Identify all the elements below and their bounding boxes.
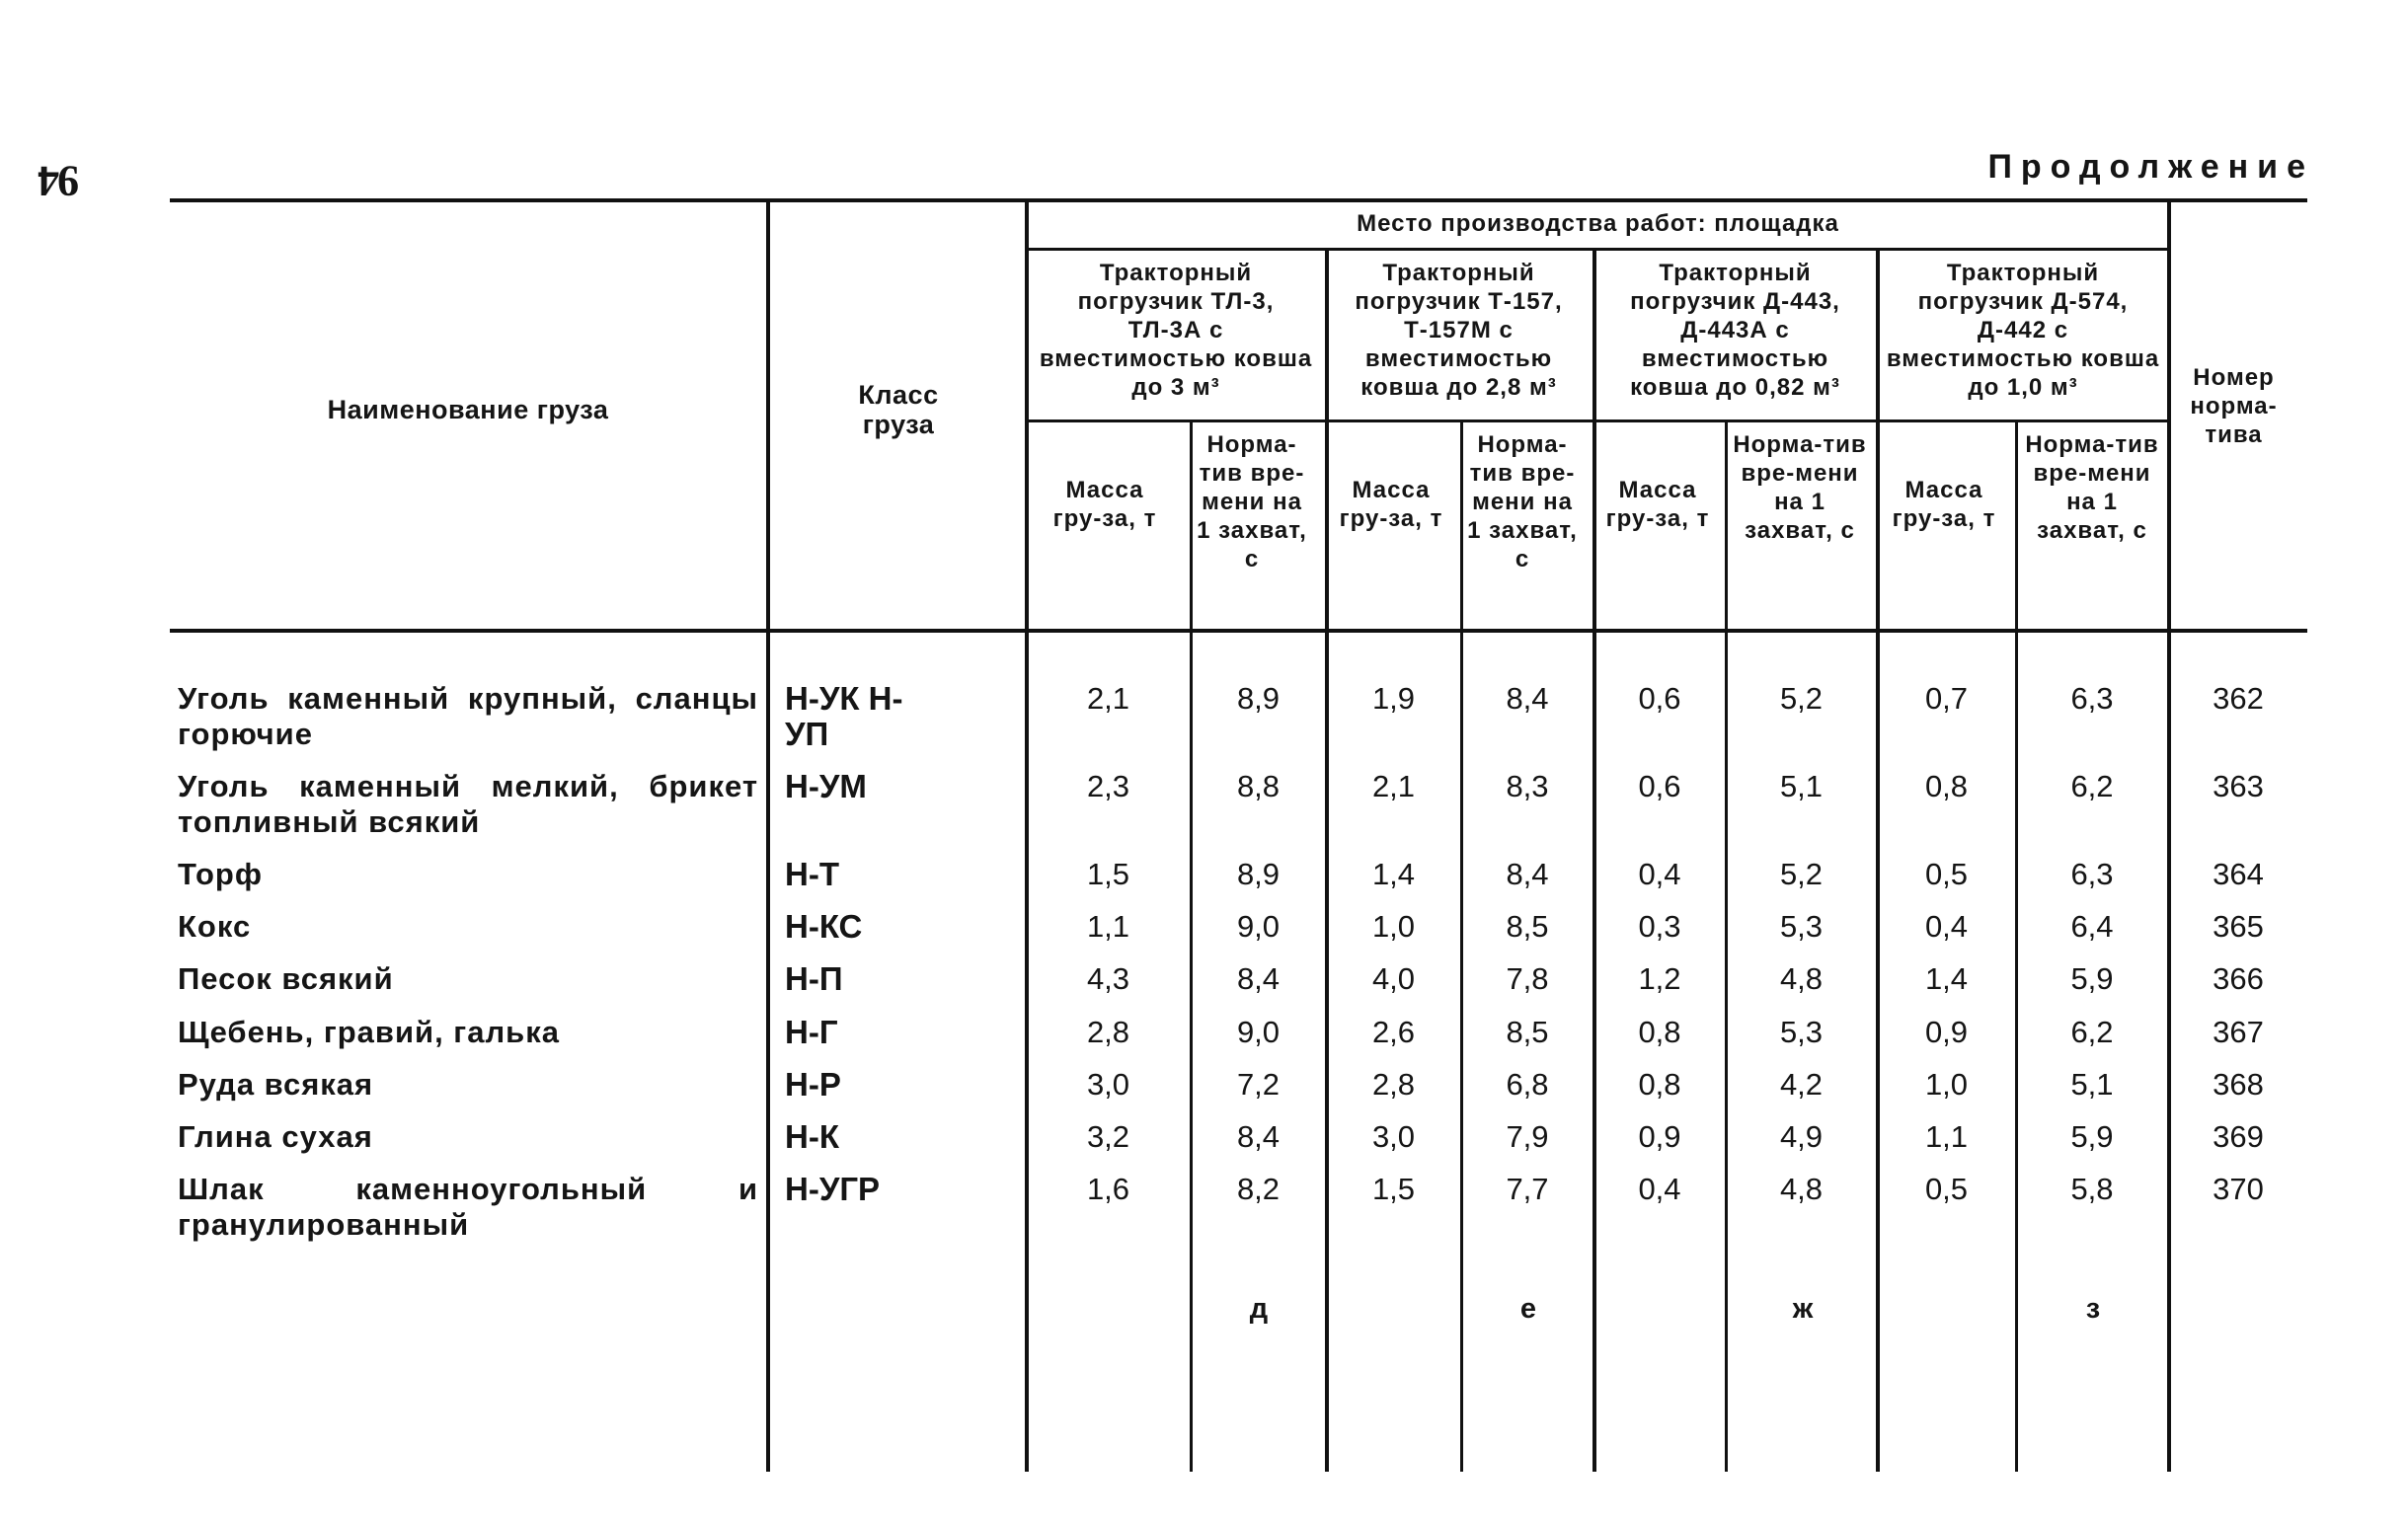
time-norm-cell: 6,2 [2070, 1015, 2114, 1049]
cargo-class: Н-УГР [785, 1171, 881, 1207]
mass-cell: 4,0 [1371, 961, 1416, 996]
mass-cell: 1,1 [1924, 1119, 1969, 1154]
mass-cell: 0,4 [1638, 857, 1681, 891]
header-loader-4: Тракторный погрузчик Д-574, Д-442 с вместимостью ковша до 1,0 м³ [1886, 260, 2160, 401]
mass-cell: 0,4 [1638, 1172, 1681, 1206]
header-time-2: Норма-тив вре-мени на 1 захват, с [1467, 431, 1578, 572]
cargo-name: Глина сухая [178, 1119, 373, 1154]
mass-cell: 0,7 [1924, 681, 1969, 716]
cargo-name: Торф [178, 857, 263, 891]
header-mass-4: Масса гру-за, т [1892, 477, 1996, 532]
header-cargo-name: Наименование груза [327, 395, 609, 424]
mass-cell: 0,6 [1638, 769, 1681, 803]
cargo-name: Шлак каменноугольный и гранулированный [178, 1172, 758, 1242]
header-mass-3: Масса гру-за, т [1605, 477, 1710, 532]
mass-cell: 0,8 [1924, 769, 1969, 803]
col-divider-l4-time [2015, 420, 2018, 1472]
col-divider-cargo [766, 198, 770, 1472]
cargo-class: Н-Т [785, 856, 839, 892]
continuation-label: Продолжение [1987, 148, 2314, 186]
time-norm-cell: 9,0 [1236, 909, 1281, 944]
column-letter-zh: ж [1792, 1293, 1814, 1325]
col-divider-l1-time [1190, 420, 1193, 1472]
mass-cell: 1,4 [1924, 961, 1969, 996]
mass-cell: 2,3 [1086, 769, 1130, 803]
mass-cell: 0,8 [1638, 1067, 1681, 1102]
col-divider-l3-time [1725, 420, 1728, 1472]
cargo-name: Песок всякий [178, 961, 394, 996]
loader-rule [1027, 419, 2167, 422]
time-norm-cell: 4,8 [1779, 1172, 1824, 1206]
mass-cell: 1,1 [1086, 909, 1130, 944]
time-norm-cell: 5,8 [2070, 1172, 2114, 1206]
time-norm-cell: 4,8 [1779, 961, 1824, 996]
header-time-3: Норма-тив вре-мени на 1 захват, с [1733, 431, 1867, 544]
time-norm-cell: 8,8 [1236, 769, 1281, 803]
time-norm-cell: 8,3 [1506, 769, 1549, 803]
mass-cell: 3,2 [1086, 1119, 1130, 1154]
cargo-name: Руда всякая [178, 1067, 374, 1102]
mass-cell: 3,0 [1086, 1067, 1130, 1102]
norm-number-cell: 367 [2213, 1015, 2264, 1049]
time-norm-cell: 7,9 [1506, 1119, 1549, 1154]
time-norm-cell: 7,8 [1506, 961, 1549, 996]
mass-cell: 2,1 [1086, 681, 1130, 716]
mass-cell: 1,5 [1371, 1172, 1416, 1206]
norm-number-cell: 369 [2213, 1119, 2264, 1154]
mass-cell: 2,6 [1371, 1015, 1416, 1049]
cargo-name: Щебень, гравий, галька [178, 1015, 560, 1049]
time-norm-cell: 7,7 [1506, 1172, 1549, 1206]
time-norm-cell: 5,1 [1779, 769, 1824, 803]
mass-cell: 3,0 [1371, 1119, 1416, 1154]
time-norm-cell: 4,9 [1779, 1119, 1824, 1154]
cargo-class: Н-УК Н-УП [785, 680, 903, 752]
mass-cell: 0,6 [1638, 681, 1681, 716]
time-norm-cell: 6,8 [1506, 1067, 1549, 1102]
header-time-1: Норма-тив вре-мени на 1 захват, с [1197, 431, 1307, 572]
mass-cell: 1,4 [1371, 857, 1416, 891]
time-norm-cell: 9,0 [1236, 1015, 1281, 1049]
mass-cell: 0,5 [1924, 857, 1969, 891]
table-top-rule [170, 198, 2307, 202]
mass-cell: 1,0 [1371, 909, 1416, 944]
time-norm-cell: 8,5 [1506, 1015, 1549, 1049]
cargo-name: Уголь каменный крупный, сланцы горючие [178, 681, 758, 751]
time-norm-cell: 8,4 [1236, 961, 1281, 996]
mass-cell: 0,9 [1638, 1119, 1681, 1154]
time-norm-cell: 8,4 [1506, 681, 1549, 716]
cargo-class: Н-КС [785, 908, 863, 945]
mass-cell: 1,0 [1924, 1067, 1969, 1102]
mass-cell: 0,8 [1638, 1015, 1681, 1049]
cargo-name: Уголь каменный мелкий, брикет топливный всякий [178, 769, 758, 839]
header-cargo-class: Класс груза [858, 380, 939, 439]
norm-number-cell: 362 [2213, 681, 2264, 716]
time-norm-cell: 6,3 [2070, 681, 2114, 716]
mass-cell: 1,2 [1638, 961, 1681, 996]
header-loader-3: Тракторный погрузчик Д-443, Д-443А с вместимостью ковша до 0,82 м³ [1630, 260, 1840, 401]
cargo-class: Н-Р [785, 1066, 841, 1103]
cargo-name: Кокс [178, 909, 252, 944]
time-norm-cell: 5,3 [1779, 909, 1824, 944]
time-norm-cell: 8,9 [1236, 681, 1281, 716]
mass-cell: 0,5 [1924, 1172, 1969, 1206]
header-bottom-rule [170, 629, 2307, 633]
time-norm-cell: 8,2 [1236, 1172, 1281, 1206]
time-norm-cell: 6,4 [2070, 909, 2114, 944]
column-letter-z: з [2085, 1293, 2101, 1325]
mass-cell: 1,5 [1086, 857, 1130, 891]
norm-number-cell: 368 [2213, 1067, 2264, 1102]
workplace-rule [1027, 248, 2167, 251]
norm-number-cell: 370 [2213, 1172, 2264, 1206]
header-loader-2: Тракторный погрузчик Т-157, Т-157М с вместимостью ковша до 2,8 м³ [1355, 260, 1563, 401]
header-loader-1: Тракторный погрузчик ТЛ-3, ТЛ-3А с вместимостью ковша до 3 м³ [1039, 260, 1313, 401]
mass-cell: 2,8 [1086, 1015, 1130, 1049]
cargo-class: Н-Г [785, 1014, 838, 1050]
time-norm-cell: 4,2 [1779, 1067, 1824, 1102]
col-divider-class [1025, 198, 1029, 1472]
time-norm-cell: 8,4 [1236, 1119, 1281, 1154]
time-norm-cell: 5,1 [2070, 1067, 2114, 1102]
cargo-class: Н-П [785, 960, 843, 997]
column-letter-d: д [1249, 1293, 1269, 1325]
time-norm-cell: 5,9 [2070, 961, 2114, 996]
mass-cell: 4,3 [1086, 961, 1130, 996]
norm-number-cell: 366 [2213, 961, 2264, 996]
header-mass-2: Масса гру-за, т [1339, 477, 1443, 532]
time-norm-cell: 5,2 [1779, 857, 1824, 891]
page-number: 94 [39, 157, 79, 205]
cargo-class: Н-УМ [785, 768, 867, 804]
column-letter-e: е [1519, 1293, 1537, 1325]
time-norm-cell: 6,2 [2070, 769, 2114, 803]
mass-cell: 1,6 [1086, 1172, 1130, 1206]
col-divider-norm [2167, 198, 2171, 1472]
time-norm-cell: 8,4 [1506, 857, 1549, 891]
mass-cell: 0,3 [1638, 909, 1681, 944]
time-norm-cell: 6,3 [2070, 857, 2114, 891]
time-norm-cell: 8,9 [1236, 857, 1281, 891]
mass-cell: 1,9 [1371, 681, 1416, 716]
norm-number-cell: 365 [2213, 909, 2264, 944]
time-norm-cell: 5,3 [1779, 1015, 1824, 1049]
header-norm-number: Номер норма-тива [2190, 364, 2278, 448]
time-norm-cell: 7,2 [1236, 1067, 1281, 1102]
time-norm-cell: 5,9 [2070, 1119, 2114, 1154]
mass-cell: 0,4 [1924, 909, 1969, 944]
col-divider-l2-time [1460, 420, 1463, 1472]
header-mass-1: Масса гру-за, т [1052, 477, 1157, 532]
norm-number-cell: 363 [2213, 769, 2264, 803]
mass-cell: 2,8 [1371, 1067, 1416, 1102]
norm-number-cell: 364 [2213, 857, 2264, 891]
header-work-place: Место производства работ: площадка [1357, 210, 1839, 237]
mass-cell: 2,1 [1371, 769, 1416, 803]
cargo-class: Н-К [785, 1118, 839, 1155]
time-norm-cell: 8,5 [1506, 909, 1549, 944]
mass-cell: 0,9 [1924, 1015, 1969, 1049]
time-norm-cell: 5,2 [1779, 681, 1824, 716]
header-time-4: Норма-тив вре-мени на 1 захват, с [2025, 431, 2159, 544]
